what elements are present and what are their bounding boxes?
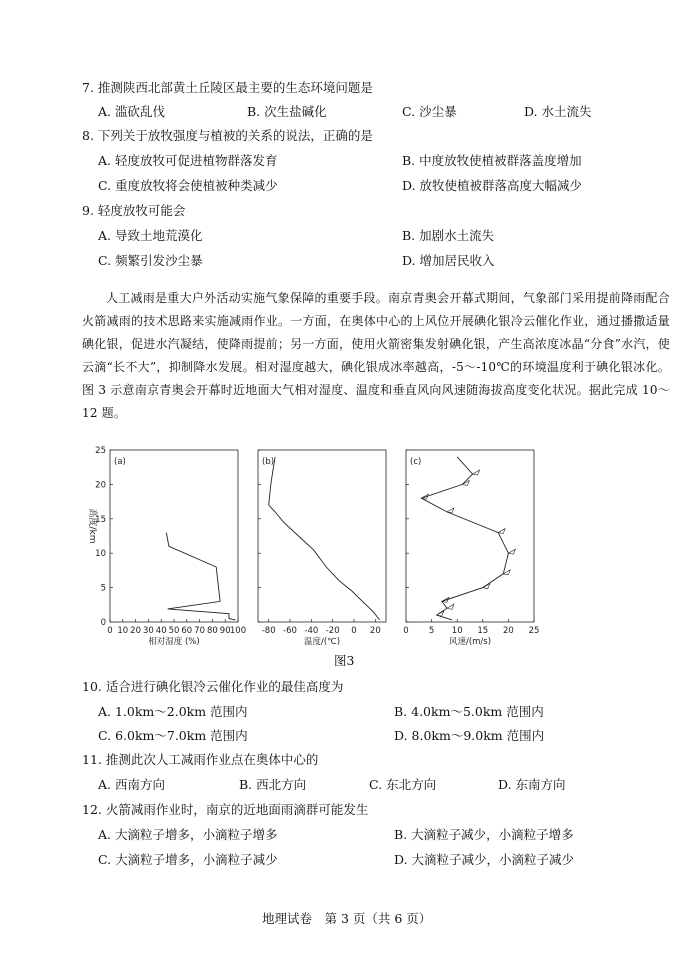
x-tick-label: -40 <box>304 626 319 636</box>
question-7-stem: 7. 推测陕西北部黄土丘陵区最主要的生态环境问题是 <box>82 80 373 95</box>
x-tick-label: 40 <box>155 626 167 636</box>
series-line <box>421 457 508 620</box>
x-tick-label: 30 <box>142 626 154 636</box>
question-8-option-d: D. 放牧使植被群落高度大幅减少 <box>402 178 583 193</box>
question-8-option-c: C. 重度放牧将会使植被种类减少 <box>98 178 278 193</box>
question-12-option-c: C. 大滴粒子增多，小滴粒子减少 <box>98 852 278 867</box>
question-9-option-b: B. 加剧水土流失 <box>402 228 495 243</box>
y-tick-label: 20 <box>95 480 106 491</box>
question-8-option-a: A. 轻度放牧可促进植物群落发育 <box>98 153 278 168</box>
x-tick-label: 20 <box>130 626 142 636</box>
question-12-option-d: D. 大滴粒子减少，小滴粒子减少 <box>394 852 575 867</box>
question-9-option-a: A. 导致土地荒漠化 <box>98 228 203 243</box>
x-tick-label: 0 <box>351 626 357 636</box>
wind-barb <box>437 611 444 616</box>
panel-c-wind <box>403 450 539 647</box>
series-line <box>166 533 235 620</box>
x-tick-label: -20 <box>325 626 340 636</box>
question-10-option-c: C. 6.0km～7.0km 范围内 <box>98 728 248 743</box>
question-8-option-b: B. 中度放牧使植被群落盖度增加 <box>402 153 582 168</box>
question-10-option-b: B. 4.0km～5.0km 范围内 <box>394 704 544 719</box>
question-12-option-a: A. 大滴粒子增多，小滴粒子增多 <box>98 827 278 842</box>
x-tick-label: 20 <box>369 626 381 636</box>
question-12-stem: 12. 火箭减雨作业时，南京的近地面雨滴群可能发生 <box>82 802 369 817</box>
x-tick-label: 50 <box>168 626 180 636</box>
wind-barb <box>447 508 454 513</box>
x-tick-label: 10 <box>117 626 129 636</box>
question-11-option-c: C. 东北方向 <box>369 777 437 792</box>
y-tick-label: 10 <box>95 549 106 560</box>
question-12-option-b: B. 大滴粒子减少，小滴粒子增多 <box>394 827 574 842</box>
wind-barb <box>483 584 490 589</box>
x-tick-label: -60 <box>283 626 297 636</box>
figure-3 <box>0 440 689 647</box>
x-tick-label: 60 <box>181 626 193 636</box>
y-axis-label: 高度/km <box>87 508 97 544</box>
panel-label: (b) <box>262 457 275 467</box>
question-11-stem: 11. 推测此次人工减雨作业点在奥体中心的 <box>82 752 319 767</box>
reading-passage: 人工减雨是重大户外活动实施气象保障的重要手段。南京青奥会开幕式期间，气象部门采用提前降雨配合火箭减雨的技术思路来实施减雨作业。一方面，在奥体中心的上风位开展碘化银冷云催化作业，通过播撒适量碘化银，促进水汽凝结，使降雨提前；另一方面，使用火箭密集发射碘化银，产生高浓度冰晶“分食”水汽，使云滴“长不大”，抑制降水发展。相对湿度越大，碘化银成冰率越高，-5～-10℃的环境温度利于碘化银冰化。图 3 示意南京青奥会开幕时近地面大气相对湿度、温度和垂直风向风速随海拔高度变化状况。据此完成 10～12 题。 <box>82 291 670 420</box>
figure-caption: 图3 <box>334 653 355 668</box>
page-footer: 地理试卷 第 3 页（共 6 页） <box>262 911 432 926</box>
question-9-option-d: D. 增加居民收入 <box>402 253 495 268</box>
x-tick-label: 0 <box>107 626 113 636</box>
x-axis-label: 相对湿度 (%) <box>148 637 200 647</box>
y-tick-label: 15 <box>95 514 106 525</box>
x-tick-label: 25 <box>528 626 540 636</box>
x-tick-label: 20 <box>502 626 514 636</box>
question-11-option-b: B. 西北方向 <box>239 777 307 792</box>
question-7-option-a: A. 滥砍乱伐 <box>98 104 165 119</box>
wind-barb <box>473 470 480 475</box>
x-tick-label: -80 <box>261 626 276 636</box>
panel-a-humidity <box>87 446 246 647</box>
series-line <box>269 457 380 620</box>
wind-barb <box>508 549 515 554</box>
question-11-option-d: D. 东南方向 <box>498 777 566 792</box>
x-tick-label: 15 <box>477 626 489 636</box>
plot-frame <box>110 450 238 622</box>
x-tick-label: 90 <box>219 626 231 636</box>
wind-barb <box>498 529 505 534</box>
y-tick-label: 25 <box>95 446 106 456</box>
plot-frame <box>258 450 386 622</box>
x-tick-label: 80 <box>206 626 218 636</box>
question-7-option-c: C. 沙尘暴 <box>402 104 457 119</box>
panel-b-temperature <box>258 450 386 647</box>
question-9-option-c: C. 频繁引发沙尘暴 <box>98 253 203 268</box>
question-7-option-b: B. 次生盐碱化 <box>247 104 327 119</box>
question-10-stem: 10. 适合进行碘化银冷云催化作业的最佳高度为 <box>82 679 344 694</box>
panel-label: (c) <box>410 457 422 467</box>
wind-barb <box>447 604 454 609</box>
question-10-option-a: A. 1.0km～2.0km 范围内 <box>98 704 248 719</box>
question-10-option-d: D. 8.0km～9.0km 范围内 <box>394 728 545 743</box>
plot-frame <box>406 450 534 622</box>
x-tick-label: 5 <box>428 626 435 636</box>
question-7-option-d: D. 水土流失 <box>524 104 592 119</box>
x-axis-label: 风速/(m/s) <box>448 637 492 647</box>
x-tick-label: 100 <box>229 626 247 636</box>
x-tick-label: 10 <box>451 626 463 636</box>
question-8-stem: 8. 下列关于放牧强度与植被的关系的说法，正确的是 <box>82 128 373 143</box>
x-tick-label: 0 <box>403 626 409 636</box>
panel-label: (a) <box>114 457 126 467</box>
y-tick-label: 5 <box>100 583 106 594</box>
x-tick-label: 70 <box>194 626 206 636</box>
y-tick-label: 0 <box>100 618 106 628</box>
question-11-option-a: A. 西南方向 <box>98 777 165 792</box>
x-axis-label: 温度/(℃) <box>303 637 341 647</box>
question-9-stem: 9. 轻度放牧可能会 <box>82 203 186 218</box>
